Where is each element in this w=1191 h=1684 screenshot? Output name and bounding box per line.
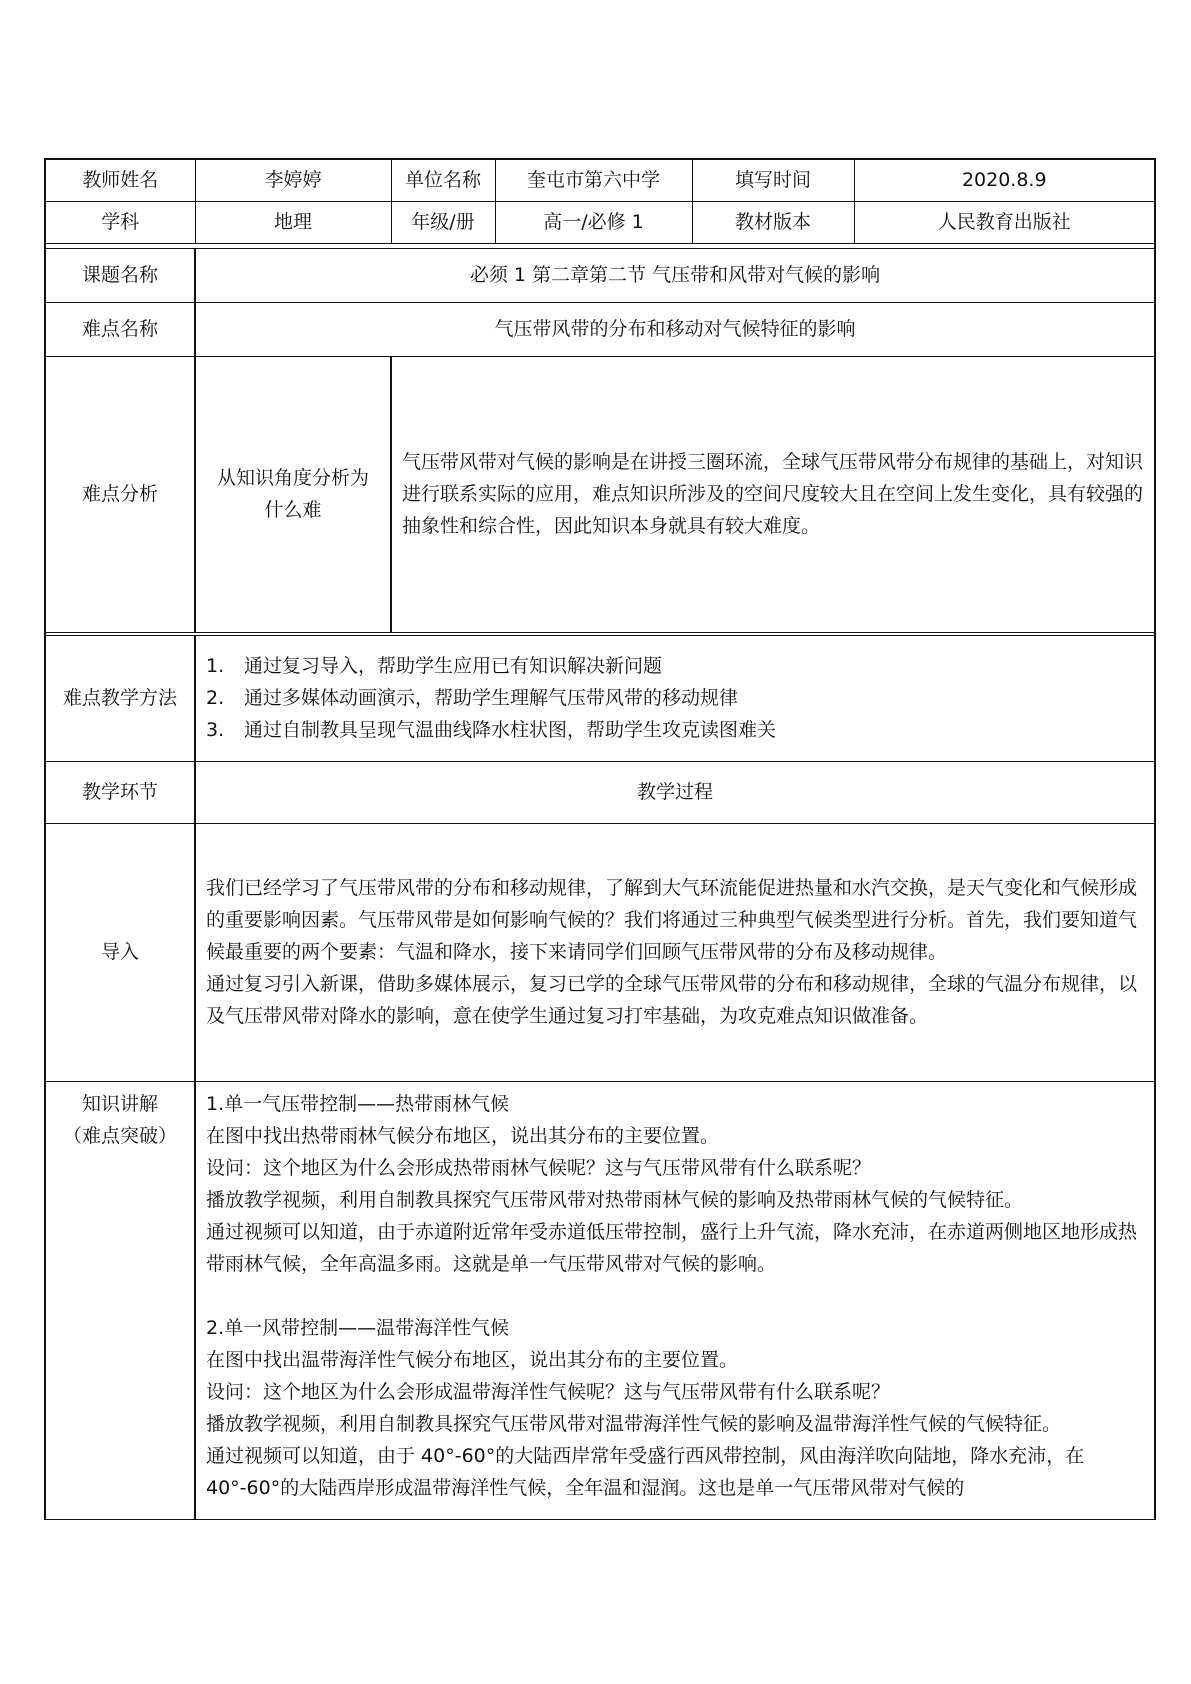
- section-2-para-1: 在图中找出温带海洋性气候分布地区，说出其分布的主要位置。: [206, 1348, 739, 1371]
- methods-list: [195, 635, 1155, 761]
- intro-paragraph-2: 通过复习引入新课，借助多媒体展示，复习已学的全球气压带风带的分布和移动规律，全球的气温分布规律，以及气压带风带对降水的影响，意在使学生通过复习打牢基础，为攻克难点知识做准备。: [206, 973, 1138, 1027]
- method-item: 1. 通过复习导入，帮助学生应用已有知识解决新问题: [206, 655, 663, 677]
- stage-value: 教学过程: [195, 761, 1155, 823]
- analysis-label: 难点分析: [45, 356, 195, 632]
- explain-content: [195, 1081, 1155, 1519]
- explain-label: [45, 1081, 195, 1519]
- intro-label: 导入: [45, 823, 195, 1081]
- lesson-table: [44, 158, 1156, 1520]
- section-1-title: 1.单一气压带控制——热带雨林气候: [206, 1092, 510, 1115]
- stage-label: 教学环节: [45, 761, 195, 823]
- subject-label: 学科: [45, 201, 195, 243]
- section-2-para-3: 播放教学视频，利用自制教具探究气压带风带对温带海洋性气候的影响及温带海洋性气候的气候特征。: [206, 1412, 1062, 1435]
- section-1-para-4: 通过视频可以知道，由于赤道附近常年受赤道低压带控制，盛行上升气流，降水充沛，在赤道两侧地区地形成热带雨林气候，全年高温多雨。这就是单一气压带风带对气候的影响。: [206, 1220, 1138, 1275]
- method-item: 2. 通过多媒体动画演示，帮助学生理解气压带风带的移动规律: [206, 687, 739, 709]
- grade-value: 高一/必修 1: [495, 201, 692, 243]
- difficulty-label: 难点名称: [45, 302, 195, 356]
- grade-label: 年级/册: [391, 201, 495, 243]
- unit-label: 单位名称: [391, 159, 495, 201]
- method-item: 3. 通过自制教具呈现气温曲线降水柱状图，帮助学生攻克读图难关: [206, 719, 777, 741]
- topic-label: 课题名称: [45, 248, 195, 302]
- explain-label-1: 知识讲解: [81, 1092, 158, 1115]
- section-2-para-2: 设问：这个地区为什么会形成温带海洋性气候呢？这与气压带风带有什么联系呢？: [206, 1380, 891, 1403]
- explain-row: [45, 1081, 1155, 1519]
- explain-label-2: （难点突破）: [62, 1124, 177, 1147]
- info-row-2: [45, 201, 1155, 243]
- analysis-row: [45, 356, 1155, 632]
- date-value: 2020.8.9: [854, 159, 1155, 201]
- unit-value: 奎屯市第六中学: [495, 159, 692, 201]
- section-2-para-4: 通过视频可以知道，由于 40°-60°的大陆西岸常年受盛行西风带控制，风由海洋吹向陆地，降水充沛，在 40°-60°的大陆西岸形成温带海洋性气候，全年温和湿润。这也是单一气压带风带对气候的: [206, 1444, 1085, 1499]
- edition-value: 人民教育出版社: [854, 201, 1155, 243]
- intro-row: [45, 823, 1155, 1081]
- section-2-title: 2.单一风带控制——温带海洋性气候: [206, 1316, 510, 1339]
- date-label: 填写时间: [692, 159, 854, 201]
- section-1-para-3: 播放教学视频，利用自制教具探究气压带风带对热带雨林气候的影响及热带雨林气候的气候特征。: [206, 1188, 1024, 1211]
- methods-label: 难点教学方法: [45, 635, 195, 761]
- methods-row: [45, 635, 1155, 761]
- analysis-text: 气压带风带对气候的影响是在讲授三圈环流，全球气压带风带分布规律的基础上，对知识进行联系实际的应用，难点知识所涉及的空间尺度较大且在空间上发生变化，具有较强的抽象性和综合性，因此知识本身就具有较大难度。: [391, 356, 1155, 632]
- analysis-sub-label-2: 什么难: [264, 499, 322, 521]
- intro-content: [195, 823, 1155, 1081]
- difficulty-value: 气压带风带的分布和移动对气候特征的影响: [195, 302, 1155, 356]
- lesson-form: [44, 158, 1154, 1520]
- teacher-label: 教师姓名: [45, 159, 195, 201]
- section-1-para-1: 在图中找出热带雨林气候分布地区，说出其分布的主要位置。: [206, 1124, 720, 1147]
- section-1-para-2: 设问：这个地区为什么会形成热带雨林气候呢？这与气压带风带有什么联系呢？: [206, 1156, 872, 1179]
- edition-label: 教材版本: [692, 201, 854, 243]
- topic-row: [45, 248, 1155, 302]
- info-row-1: [45, 159, 1155, 201]
- topic-value: 必须 1 第二章第二节 气压带和风带对气候的影响: [195, 248, 1155, 302]
- analysis-sub-label: [195, 356, 391, 632]
- stage-row: [45, 761, 1155, 823]
- intro-paragraph-1: 我们已经学习了气压带风带的分布和移动规律，了解到大气环流能促进热量和水汽交换，是天气变化和气候形成的重要影响因素。气压带风带是如何影响气候的？我们将通过三种典型气候类型进行分析。首先，我们要知道气候最重要的两个要素：气温和降水，接下来请同学们回顾气压带风带的分布及移动规律。: [206, 877, 1138, 963]
- difficulty-row: [45, 302, 1155, 356]
- subject-value: 地理: [195, 201, 391, 243]
- teacher-value: 李婷婷: [195, 159, 391, 201]
- analysis-sub-label-1: 从知识角度分析为: [216, 467, 369, 489]
